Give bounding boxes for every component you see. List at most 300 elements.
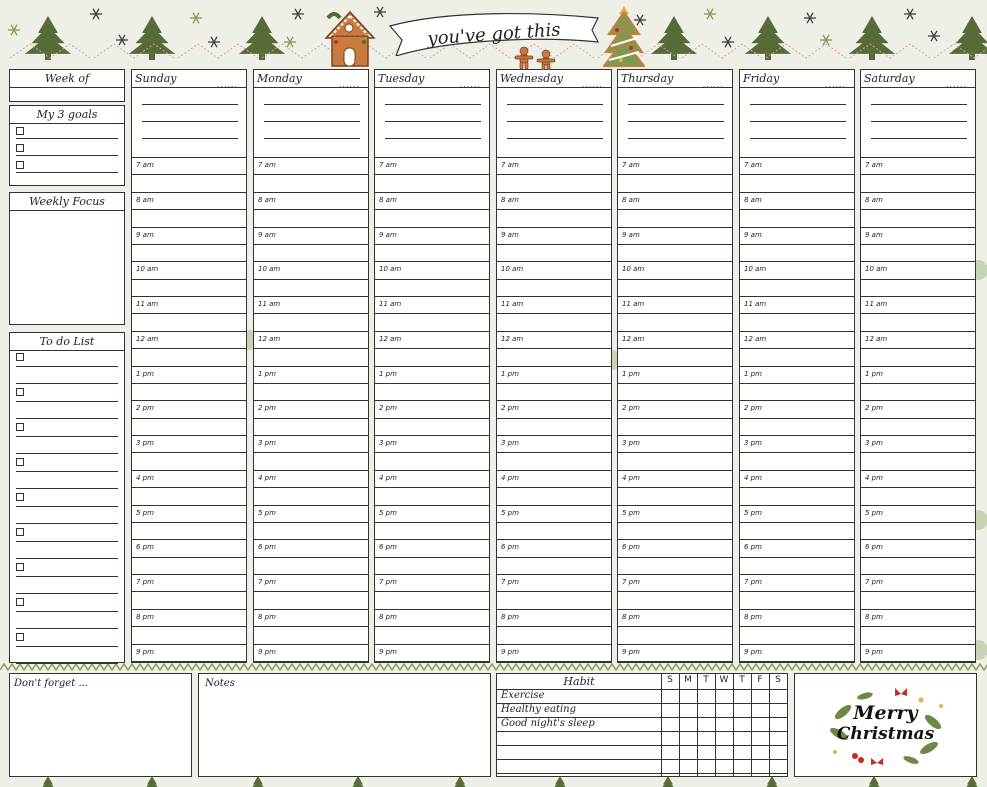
goal-line[interactable] — [16, 138, 118, 139]
time-label: 2 pm — [865, 404, 883, 412]
time-label: 4 pm — [744, 474, 762, 482]
time-slot[interactable] — [254, 331, 368, 366]
day-note-line[interactable] — [871, 121, 967, 122]
todo-line[interactable] — [16, 401, 118, 402]
time-label: 12 am — [744, 335, 767, 343]
time-slot[interactable] — [861, 539, 975, 574]
time-slot[interactable] — [497, 539, 611, 574]
habit-item: Good night's sleep — [501, 718, 595, 729]
pine-tree-icon — [246, 776, 269, 787]
date-dots: ...... — [824, 80, 846, 88]
snowflake-icon — [804, 13, 816, 23]
time-slot[interactable] — [497, 400, 611, 435]
time-label: 9 pm — [258, 648, 276, 656]
time-slot[interactable] — [740, 574, 854, 609]
todo-line[interactable] — [16, 523, 118, 524]
time-label: 9 am — [258, 231, 276, 239]
time-slot[interactable] — [375, 157, 489, 192]
snowflake-icon — [90, 9, 102, 19]
time-slot[interactable] — [861, 157, 975, 192]
time-slot[interactable] — [375, 400, 489, 435]
time-label: 11 am — [865, 300, 888, 308]
time-slot[interactable] — [132, 192, 246, 227]
time-label: 8 am — [622, 196, 640, 204]
time-slot[interactable] — [132, 366, 246, 401]
time-slot[interactable] — [740, 331, 854, 366]
time-label: 9 pm — [501, 648, 519, 656]
time-label: 3 pm — [865, 439, 883, 447]
time-label: 7 pm — [258, 578, 276, 586]
todo-line[interactable] — [16, 558, 118, 559]
time-slot[interactable] — [497, 157, 611, 192]
day-header — [618, 70, 732, 88]
time-slot[interactable] — [375, 470, 489, 505]
time-label: 8 pm — [136, 613, 154, 621]
time-slot[interactable] — [861, 261, 975, 296]
todo-checkbox[interactable] — [16, 563, 24, 571]
time-label: 6 pm — [622, 543, 640, 551]
day-note-line[interactable] — [507, 104, 603, 105]
day-name: Thursday — [621, 72, 674, 85]
day-header — [254, 70, 368, 88]
time-slot[interactable] — [618, 227, 732, 262]
time-slot[interactable] — [861, 296, 975, 331]
time-label: 8 pm — [744, 613, 762, 621]
pine-tree-icon — [129, 16, 175, 60]
greeting-line2: Christmas — [836, 724, 935, 744]
time-slot[interactable] — [375, 261, 489, 296]
habit-row-line[interactable] — [497, 759, 787, 760]
day-note-line[interactable] — [871, 138, 967, 139]
time-slot[interactable] — [497, 227, 611, 262]
time-slot[interactable] — [618, 366, 732, 401]
time-label: 1 pm — [258, 370, 276, 378]
time-label: 10 am — [379, 265, 402, 273]
time-slot[interactable] — [861, 435, 975, 470]
time-label: 2 pm — [501, 404, 519, 412]
pine-tree-icon — [36, 776, 59, 787]
day-header — [132, 70, 246, 88]
time-slot[interactable] — [618, 261, 732, 296]
day-note-line[interactable] — [750, 104, 846, 105]
day-note-line[interactable] — [507, 121, 603, 122]
pine-tree-icon — [760, 776, 783, 787]
time-label: 12 am — [258, 335, 281, 343]
time-label: 8 pm — [379, 613, 397, 621]
time-label: 10 am — [501, 265, 524, 273]
time-slot[interactable] — [375, 296, 489, 331]
time-slot[interactable] — [497, 609, 611, 644]
snowflake-icon — [928, 31, 940, 41]
day-column-saturday — [860, 69, 976, 663]
snowflake-icon — [284, 37, 296, 47]
time-slot[interactable] — [740, 227, 854, 262]
snowflake-icon — [904, 9, 916, 19]
time-label: 2 pm — [622, 404, 640, 412]
time-label: 7 am — [501, 161, 519, 169]
time-slot[interactable] — [254, 227, 368, 262]
time-label: 6 pm — [379, 543, 397, 551]
time-label: 5 pm — [136, 509, 154, 517]
day-note-line[interactable] — [142, 121, 238, 122]
time-slot[interactable] — [254, 400, 368, 435]
pine-tree-icon — [960, 776, 983, 787]
day-note-line[interactable] — [628, 104, 724, 105]
time-slot[interactable] — [618, 470, 732, 505]
weekly-focus-box[interactable] — [9, 192, 125, 325]
time-slot[interactable] — [861, 366, 975, 401]
time-slot[interactable] — [618, 609, 732, 644]
banner-text: you've got this — [426, 19, 562, 50]
time-label: 7 pm — [865, 578, 883, 586]
time-label: 8 pm — [622, 613, 640, 621]
day-column-friday — [739, 69, 855, 663]
time-slot[interactable] — [740, 157, 854, 192]
habit-day-header: S — [667, 675, 673, 685]
time-slot[interactable] — [861, 609, 975, 644]
time-slot[interactable] — [254, 539, 368, 574]
time-label: 2 pm — [379, 404, 397, 412]
time-slot[interactable] — [375, 366, 489, 401]
time-label: 12 am — [865, 335, 888, 343]
time-slot[interactable] — [254, 296, 368, 331]
time-label: 9 pm — [136, 648, 154, 656]
motivation-banner — [388, 10, 600, 56]
time-slot[interactable] — [375, 539, 489, 574]
time-label: 6 pm — [865, 543, 883, 551]
time-slot[interactable] — [375, 192, 489, 227]
time-slot[interactable] — [740, 296, 854, 331]
time-slot[interactable] — [618, 505, 732, 540]
time-slot[interactable] — [740, 470, 854, 505]
time-label: 11 am — [379, 300, 402, 308]
date-dots: ...... — [702, 80, 724, 88]
day-column-wednesday — [496, 69, 612, 663]
time-slot[interactable] — [132, 609, 246, 644]
time-label: 9 pm — [744, 648, 762, 656]
day-name: Monday — [257, 72, 302, 85]
day-note-line[interactable] — [750, 121, 846, 122]
goal-line[interactable] — [16, 155, 118, 156]
time-slot[interactable] — [375, 331, 489, 366]
time-label: 9 am — [379, 231, 397, 239]
habit-day-header: T — [739, 675, 745, 685]
notes-label: Notes — [205, 678, 235, 689]
time-label: 10 am — [865, 265, 888, 273]
time-label: 1 pm — [501, 370, 519, 378]
time-label: 8 am — [865, 196, 883, 204]
time-label: 5 pm — [744, 509, 762, 517]
time-label: 1 pm — [379, 370, 397, 378]
time-slot[interactable] — [618, 574, 732, 609]
habit-item: Exercise — [501, 690, 545, 701]
time-label: 1 pm — [136, 370, 154, 378]
pine-tree-icon — [849, 16, 895, 60]
time-label: 7 pm — [501, 578, 519, 586]
day-note-line[interactable] — [871, 104, 967, 105]
time-slot[interactable] — [618, 192, 732, 227]
snowflake-icon — [722, 37, 734, 47]
time-label: 12 am — [622, 335, 645, 343]
notes-box[interactable] — [198, 673, 491, 777]
time-slot[interactable] — [497, 261, 611, 296]
time-slot[interactable] — [132, 296, 246, 331]
time-label: 3 pm — [622, 439, 640, 447]
todo-line[interactable] — [16, 611, 118, 612]
time-slot[interactable] — [254, 470, 368, 505]
time-slot[interactable] — [132, 400, 246, 435]
time-label: 3 pm — [501, 439, 519, 447]
time-label: 7 am — [136, 161, 154, 169]
habit-grid-column — [787, 674, 788, 776]
time-label: 8 am — [258, 196, 276, 204]
time-label: 2 pm — [136, 404, 154, 412]
time-slot[interactable] — [132, 505, 246, 540]
time-slot[interactable] — [132, 470, 246, 505]
time-slot[interactable] — [132, 574, 246, 609]
day-note-line[interactable] — [628, 121, 724, 122]
snowflake-icon — [704, 9, 716, 19]
todo-line[interactable] — [16, 541, 118, 542]
time-slot[interactable] — [254, 435, 368, 470]
goal-checkbox[interactable] — [16, 127, 24, 135]
time-label: 12 am — [379, 335, 402, 343]
time-label: 5 pm — [258, 509, 276, 517]
todo-line[interactable] — [16, 418, 118, 419]
todo-line[interactable] — [16, 488, 118, 489]
time-slot[interactable] — [740, 539, 854, 574]
time-label: 8 pm — [258, 613, 276, 621]
time-slot[interactable] — [132, 539, 246, 574]
time-slot[interactable] — [375, 227, 489, 262]
time-slot[interactable] — [618, 331, 732, 366]
time-slot[interactable] — [740, 192, 854, 227]
gingerbread-house-icon — [322, 8, 378, 70]
day-name: Tuesday — [378, 72, 425, 85]
time-slot[interactable] — [254, 366, 368, 401]
time-slot[interactable] — [254, 192, 368, 227]
goal-checkbox[interactable] — [16, 161, 24, 169]
goal-line[interactable] — [16, 172, 118, 173]
day-header — [740, 70, 854, 88]
time-slot[interactable] — [497, 366, 611, 401]
day-name: Friday — [743, 72, 780, 85]
todo-line[interactable] — [16, 593, 118, 594]
time-label: 7 pm — [136, 578, 154, 586]
time-slot[interactable] — [497, 505, 611, 540]
time-label: 5 pm — [622, 509, 640, 517]
day-note-line[interactable] — [264, 138, 360, 139]
time-label: 9 am — [501, 231, 519, 239]
pine-tree-icon — [140, 776, 163, 787]
todo-line[interactable] — [16, 663, 118, 664]
time-slot[interactable] — [740, 366, 854, 401]
time-label: 4 pm — [136, 474, 154, 482]
time-slot[interactable] — [497, 192, 611, 227]
time-slot[interactable] — [861, 192, 975, 227]
time-label: 3 pm — [744, 439, 762, 447]
greeting-box — [794, 673, 977, 777]
todo-line[interactable] — [16, 471, 118, 472]
gingerbread-tree-icon — [603, 2, 645, 70]
time-slot[interactable] — [861, 505, 975, 540]
time-label: 7 am — [744, 161, 762, 169]
habit-row-line[interactable] — [497, 773, 787, 774]
time-slot[interactable] — [740, 435, 854, 470]
habit-day-header: M — [684, 675, 692, 685]
day-note-line[interactable] — [264, 104, 360, 105]
day-note-line[interactable] — [507, 138, 603, 139]
todo-checkbox[interactable] — [16, 633, 24, 641]
time-slot[interactable] — [861, 574, 975, 609]
day-note-line[interactable] — [750, 138, 846, 139]
day-note-line[interactable] — [628, 138, 724, 139]
habit-tracker — [496, 673, 788, 777]
time-slot[interactable] — [132, 435, 246, 470]
pine-tree-icon — [448, 776, 471, 787]
goals-box — [9, 105, 125, 186]
day-column-tuesday — [374, 69, 490, 663]
time-slot[interactable] — [132, 331, 246, 366]
time-label: 9 am — [136, 231, 154, 239]
day-name: Wednesday — [500, 72, 564, 85]
time-slot[interactable] — [618, 296, 732, 331]
time-slot[interactable] — [497, 331, 611, 366]
habit-row-line[interactable] — [497, 731, 787, 732]
time-label: 4 pm — [622, 474, 640, 482]
todo-checkbox[interactable] — [16, 598, 24, 606]
day-name: Saturday — [864, 72, 915, 85]
habit-day-header: T — [703, 675, 709, 685]
time-label: 7 pm — [744, 578, 762, 586]
time-slot[interactable] — [132, 261, 246, 296]
day-note-line[interactable] — [385, 121, 481, 122]
day-note-line[interactable] — [142, 104, 238, 105]
time-slot[interactable] — [497, 435, 611, 470]
time-label: 1 pm — [622, 370, 640, 378]
week-of-box[interactable] — [9, 69, 125, 102]
todo-line[interactable] — [16, 453, 118, 454]
time-slot[interactable] — [740, 261, 854, 296]
time-slot[interactable] — [254, 261, 368, 296]
time-label: 9 pm — [622, 648, 640, 656]
snowflake-icon — [208, 37, 220, 47]
day-note-line[interactable] — [264, 121, 360, 122]
time-label: 6 pm — [136, 543, 154, 551]
time-label: 8 pm — [865, 613, 883, 621]
time-slot[interactable] — [618, 157, 732, 192]
week-of-label: Week of — [10, 70, 124, 88]
time-slot[interactable] — [497, 470, 611, 505]
time-label: 7 am — [379, 161, 397, 169]
weekly-focus-label: Weekly Focus — [10, 193, 124, 211]
time-label: 7 pm — [379, 578, 397, 586]
time-slot[interactable] — [618, 435, 732, 470]
time-label: 4 pm — [501, 474, 519, 482]
time-slot[interactable] — [375, 574, 489, 609]
goal-checkbox[interactable] — [16, 144, 24, 152]
day-note-line[interactable] — [385, 138, 481, 139]
time-label: 8 pm — [501, 613, 519, 621]
snowflake-icon — [292, 9, 304, 19]
time-label: 10 am — [744, 265, 767, 273]
time-slot[interactable] — [740, 400, 854, 435]
pine-tree-icon — [346, 776, 369, 787]
time-label: 9 pm — [379, 648, 397, 656]
time-label: 8 am — [136, 196, 154, 204]
time-label: 11 am — [136, 300, 159, 308]
time-slot[interactable] — [740, 505, 854, 540]
snowflake-icon — [8, 25, 20, 35]
time-slot[interactable] — [254, 157, 368, 192]
pine-tree-icon — [25, 16, 71, 60]
goals-label: My 3 goals — [10, 106, 124, 124]
todo-line[interactable] — [16, 436, 118, 437]
todo-checkbox[interactable] — [16, 493, 24, 501]
time-slot[interactable] — [497, 296, 611, 331]
todo-line[interactable] — [16, 383, 118, 384]
todo-line[interactable] — [16, 646, 118, 647]
habit-label: Habit — [563, 675, 595, 688]
time-slot[interactable] — [497, 574, 611, 609]
day-header — [497, 70, 611, 88]
time-slot[interactable] — [375, 505, 489, 540]
todo-line[interactable] — [16, 366, 118, 367]
time-label: 9 pm — [865, 648, 883, 656]
todo-checkbox[interactable] — [16, 388, 24, 396]
snowflake-icon — [190, 13, 202, 23]
todo-checkbox[interactable] — [16, 423, 24, 431]
day-name: Sunday — [135, 72, 177, 85]
day-note-line[interactable] — [142, 138, 238, 139]
day-header — [375, 70, 489, 88]
dont-forget-box[interactable] — [9, 673, 192, 777]
time-slot[interactable] — [618, 539, 732, 574]
time-label: 10 am — [136, 265, 159, 273]
time-slot[interactable] — [740, 609, 854, 644]
todo-line[interactable] — [16, 628, 118, 629]
todo-checkbox[interactable] — [16, 353, 24, 361]
time-label: 4 pm — [379, 474, 397, 482]
time-label: 8 am — [501, 196, 519, 204]
time-label: 9 am — [744, 231, 762, 239]
todo-line[interactable] — [16, 576, 118, 577]
pine-tree-icon — [862, 776, 885, 787]
time-slot[interactable] — [254, 574, 368, 609]
todo-checkbox[interactable] — [16, 458, 24, 466]
time-slot[interactable] — [132, 157, 246, 192]
time-slot[interactable] — [375, 435, 489, 470]
time-slot[interactable] — [861, 227, 975, 262]
time-slot[interactable] — [861, 470, 975, 505]
time-slot[interactable] — [254, 505, 368, 540]
time-slot[interactable] — [618, 400, 732, 435]
time-slot[interactable] — [254, 609, 368, 644]
time-label: 8 am — [744, 196, 762, 204]
habit-row-line[interactable] — [497, 745, 787, 746]
day-note-line[interactable] — [385, 104, 481, 105]
time-slot[interactable] — [375, 609, 489, 644]
time-slot[interactable] — [132, 227, 246, 262]
habit-day-header: S — [775, 675, 781, 685]
day-header — [861, 70, 975, 88]
todo-checkbox[interactable] — [16, 528, 24, 536]
time-slot[interactable] — [861, 331, 975, 366]
time-label: 10 am — [258, 265, 281, 273]
time-label: 7 am — [622, 161, 640, 169]
todo-line[interactable] — [16, 506, 118, 507]
time-slot[interactable] — [861, 400, 975, 435]
